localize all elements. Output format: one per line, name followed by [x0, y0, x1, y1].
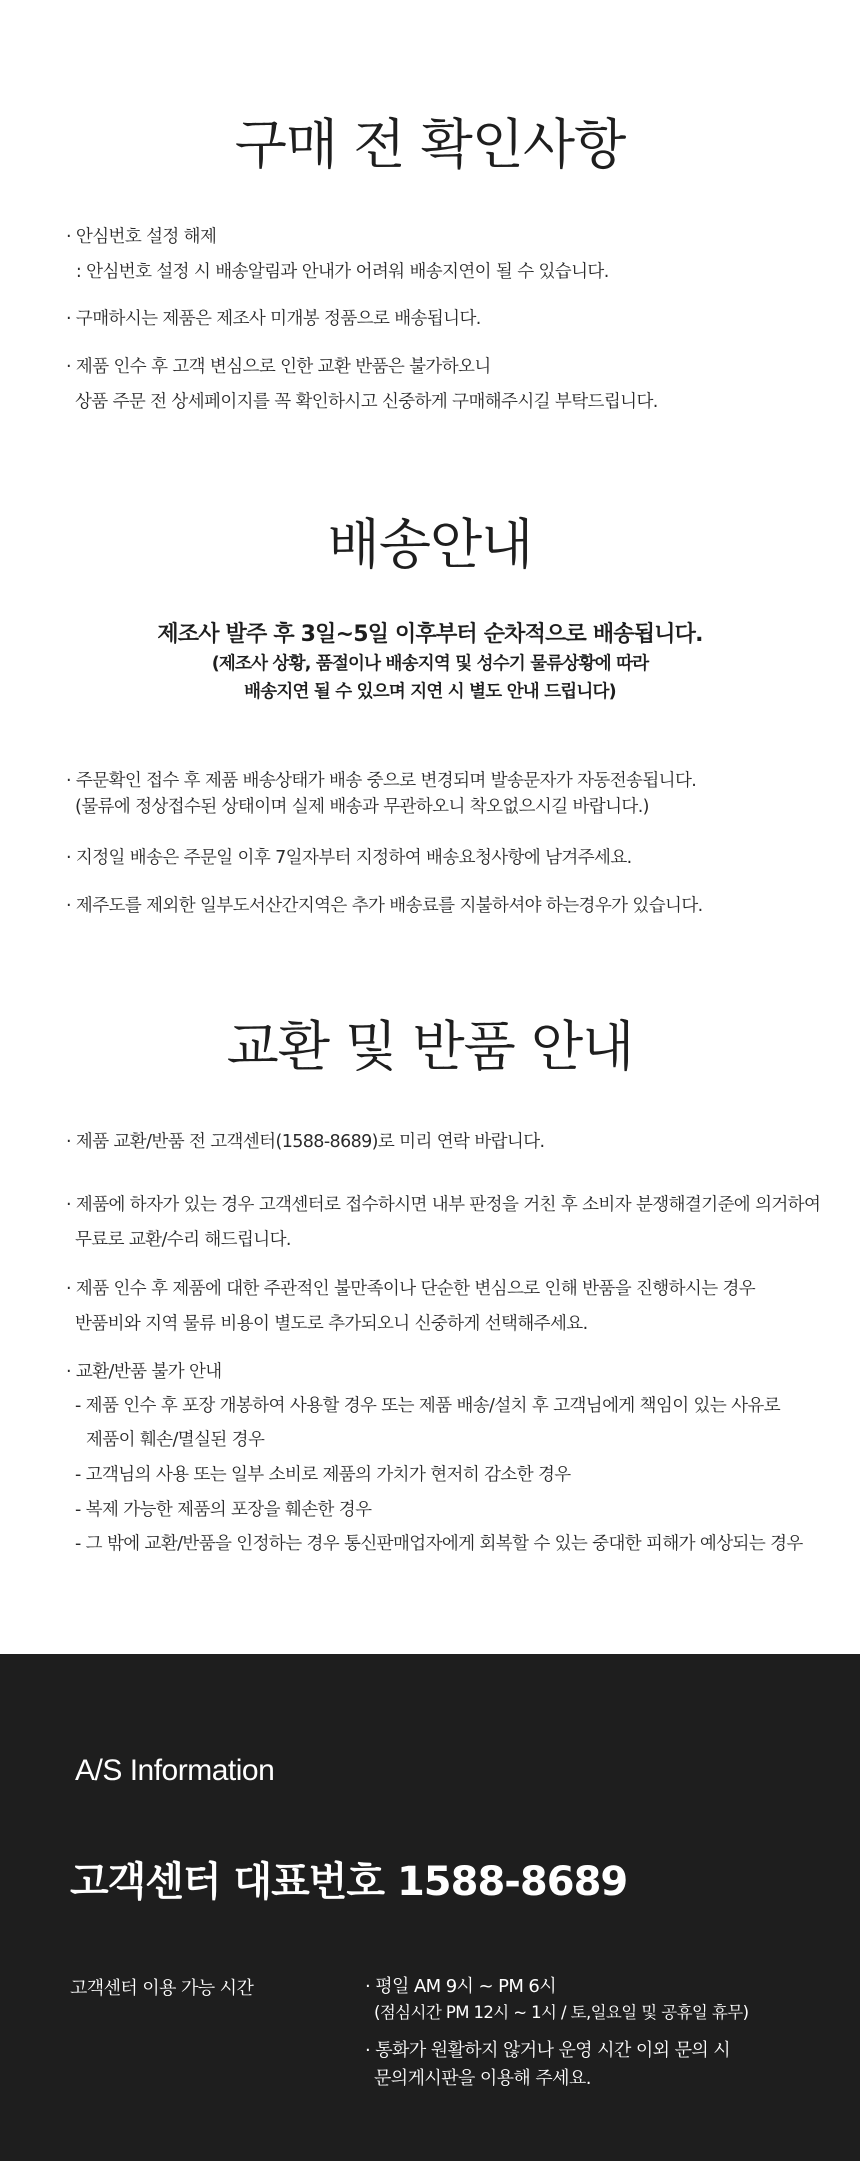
as-hours-line-4: 문의게시판을 이용해 주세요. — [374, 2068, 591, 2089]
shipping-line-4: · 제주도를 제외한 일부도서산간지역은 추가 배송료를 지불하셔야 하는경우가 있습니다. — [66, 896, 703, 916]
purchase-title: 구매 전 확인사항 — [234, 113, 626, 176]
shipping-title: 배송안내 — [327, 513, 533, 576]
shipping-line-2: (물류에 정상접수된 상태이며 실제 배송과 무관하오니 착오없으시길 바랍니다.) — [75, 797, 649, 817]
purchase-line-3: · 구매하시는 제품은 제조사 미개봉 정품으로 배송됩니다. — [66, 309, 481, 329]
shipping-headline: 제조사 발주 후 3일~5일 이후부터 순차적으로 배송됩니다. — [157, 622, 703, 647]
purchase-line-2: : 안심번호 설정 시 배송알림과 안내가 어려워 배송지연이 될 수 있습니다. — [66, 262, 609, 282]
exchange-line-3: 무료로 교환/수리 해드립니다. — [75, 1230, 291, 1250]
exchange-line-8: 제품이 훼손/멸실된 경우 — [86, 1430, 265, 1450]
shipping-sub-2: 배송지연 될 수 있으며 지연 시 별도 안내 드립니다) — [244, 682, 616, 702]
exchange-line-10: - 복제 가능한 제품의 포장을 훼손한 경우 — [75, 1500, 372, 1520]
exchange-title: 교환 및 반품 안내 — [226, 1015, 634, 1078]
shipping-line-3: · 지정일 배송은 주문일 이후 7일자부터 지정하여 배송요청사항에 남겨주세요. — [66, 848, 632, 868]
exchange-line-6: · 교환/반품 불가 안내 — [66, 1362, 222, 1382]
purchase-line-5: 상품 주문 전 상세페이지를 꼭 확인하시고 신중하게 구매해주시길 부탁드립니다. — [75, 392, 658, 412]
as-section — [0, 1654, 860, 2161]
as-title: A/S Information — [75, 1754, 275, 1787]
exchange-line-1: · 제품 교환/반품 전 고객센터(1588-8689)로 미리 연락 바랍니다. — [66, 1132, 545, 1152]
exchange-line-7: - 제품 인수 후 포장 개봉하여 사용할 경우 또는 제품 배송/설치 후 고객님에게 책임이 있는 사유로 — [75, 1396, 781, 1416]
purchase-line-1: · 안심번호 설정 해제 — [66, 227, 217, 247]
exchange-line-2: · 제품에 하자가 있는 경우 고객센터로 접수하시면 내부 판정을 거친 후 소비자 분쟁해결기준에 의거하여 — [66, 1195, 821, 1215]
purchase-line-4: · 제품 인수 후 고객 변심으로 인한 교환 반품은 불가하오니 — [66, 357, 491, 377]
shipping-line-1: · 주문확인 접수 후 제품 배송상태가 배송 중으로 변경되며 발송문자가 자동전송됩니다. — [66, 771, 697, 791]
as-phone: 고객센터 대표번호 1588-8689 — [70, 1859, 628, 1905]
as-hours-line-3: · 통화가 원활하지 않거나 운영 시간 이외 문의 시 — [365, 2040, 731, 2061]
as-hours-line-2: (점심시간 PM 12시 ~ 1시 / 토,일요일 및 공휴일 휴무) — [374, 2003, 749, 2022]
exchange-line-5: 반품비와 지역 물류 비용이 별도로 추가되오니 신중하게 선택해주세요. — [75, 1314, 588, 1334]
exchange-line-4: · 제품 인수 후 제품에 대한 주관적인 불만족이나 단순한 변심으로 인해 반품을 진행하시는 경우 — [66, 1279, 756, 1299]
as-hours-line-1: · 평일 AM 9시 ~ PM 6시 — [365, 1976, 557, 1997]
exchange-line-9: - 고객님의 사용 또는 일부 소비로 제품의 가치가 현저히 감소한 경우 — [75, 1465, 571, 1485]
exchange-line-11: - 그 밖에 교환/반품을 인정하는 경우 통신판매업자에게 회복할 수 있는 중대한 피해가 예상되는 경우 — [75, 1534, 803, 1554]
shipping-sub-1: (제조사 상황, 품절이나 배송지역 및 성수기 물류상황에 따라 — [211, 654, 649, 674]
as-hours-label: 고객센터 이용 가능 시간 — [70, 1978, 254, 1999]
